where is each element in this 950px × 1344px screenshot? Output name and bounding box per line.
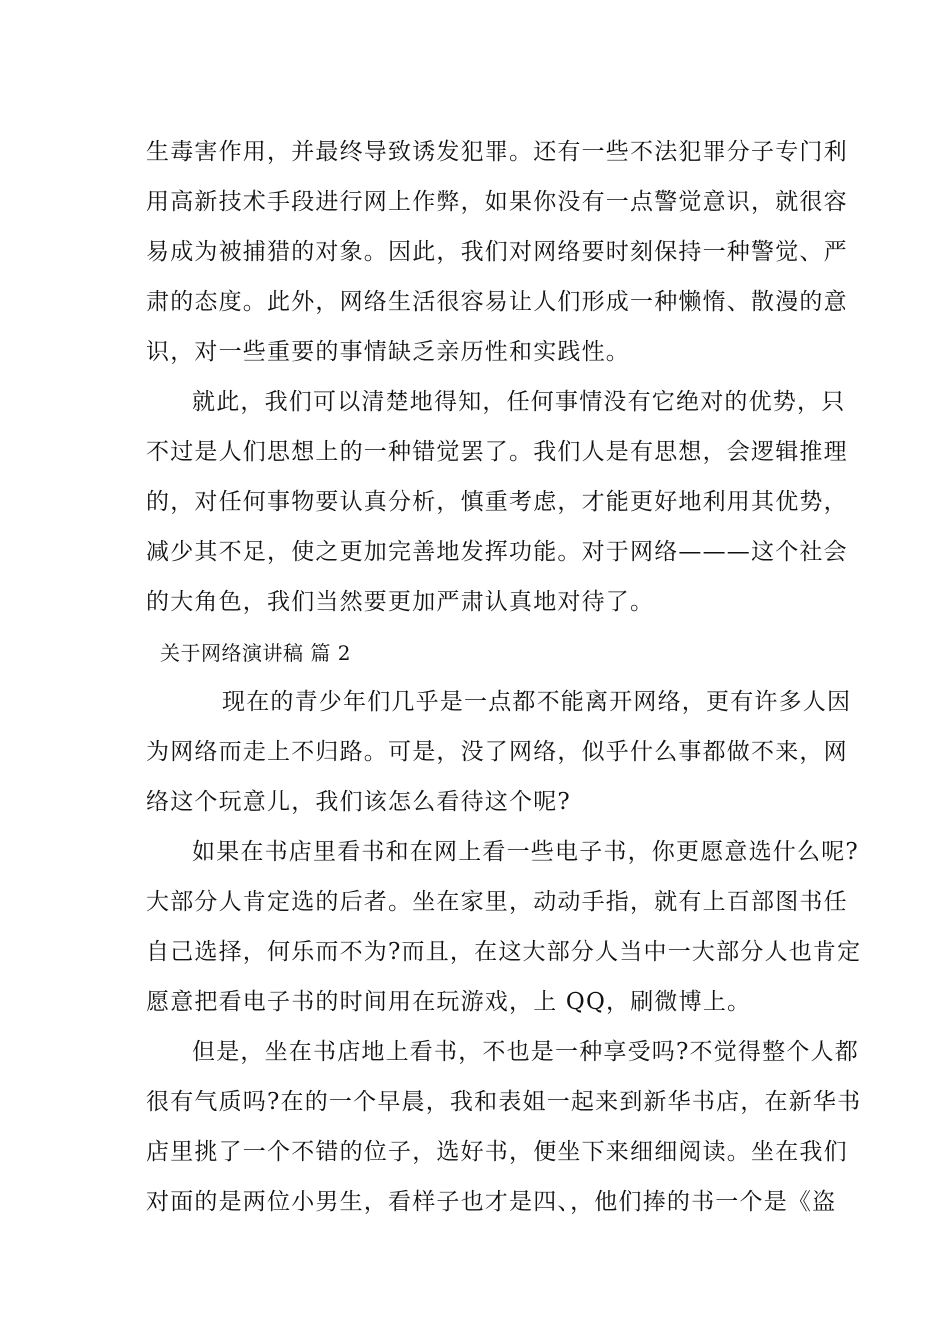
paragraph-line: 如果在书店里看书和在网上看一些电子书，你更愿意选什么呢? bbox=[192, 839, 859, 865]
paragraph-line: 为网络而走上不归路。可是，没了网络，似乎什么事都做不来，网 bbox=[146, 739, 848, 765]
paragraph-line: 就此，我们可以清楚地得知，任何事情没有它绝对的优势，只 bbox=[192, 389, 846, 415]
paragraph-line: 用高新技术手段进行网上作弊，如果你没有一点警觉意识，就很容 bbox=[146, 189, 848, 215]
section-heading: 关于网络演讲稿 篇 2 bbox=[160, 641, 351, 665]
paragraph-line: 络这个玩意儿，我们该怎么看待这个呢? bbox=[146, 789, 571, 815]
paragraph-line: 很有气质吗?在的一个早晨，我和表姐一起来到新华书店，在新华书 bbox=[146, 1089, 862, 1115]
paragraph-line: 识，对一些重要的事情缺乏亲历性和实践性。 bbox=[146, 339, 630, 365]
paragraph-line: 的，对任何事物要认真分析，慎重考虑，才能更好地利用其优势， bbox=[146, 489, 848, 515]
paragraph-line: 对面的是两位小男生，看样子也才是四、，他们捧的书一个是《盗 bbox=[146, 1189, 837, 1215]
paragraph-line: 愿意把看电子书的时间用在玩游戏，上 QQ，刷微博上。 bbox=[146, 989, 752, 1015]
paragraph-line: 减少其不足，使之更加完善地发挥功能。对于网络———这个社会 bbox=[146, 539, 848, 565]
paragraph-line: 自己选择，何乐而不为?而且，在这大部分人当中一大部分人也肯定 bbox=[146, 939, 862, 965]
paragraph-line: 的大角色，我们当然要更加严肃认真地对待了。 bbox=[146, 589, 655, 615]
paragraph-line: 大部分人肯定选的后者。坐在家里，动动手指，就有上百部图书任 bbox=[146, 889, 848, 915]
paragraph-line: 不过是人们思想上的一种错觉罢了。我们人是有思想，会逻辑推理 bbox=[146, 439, 848, 465]
paragraph-line: 肃的态度。此外，网络生活很容易让人们形成一种懒惰、散漫的意 bbox=[146, 289, 848, 315]
paragraph-line: 但是，坐在书店地上看书，不也是一种享受吗?不觉得整个人都 bbox=[192, 1039, 859, 1065]
paragraph-line: 现在的青少年们几乎是一点都不能离开网络，更有许多人因 bbox=[222, 689, 852, 715]
paragraph-line: 店里挑了一个不错的位子，选好书，便坐下来细细阅读。坐在我们 bbox=[146, 1139, 848, 1165]
paragraph-line: 生毒害作用，并最终导致诱发犯罪。还有一些不法犯罪分子专门利 bbox=[146, 139, 848, 165]
paragraph-line: 易成为被捕猎的对象。因此，我们对网络要时刻保持一种警觉、严 bbox=[146, 239, 848, 265]
